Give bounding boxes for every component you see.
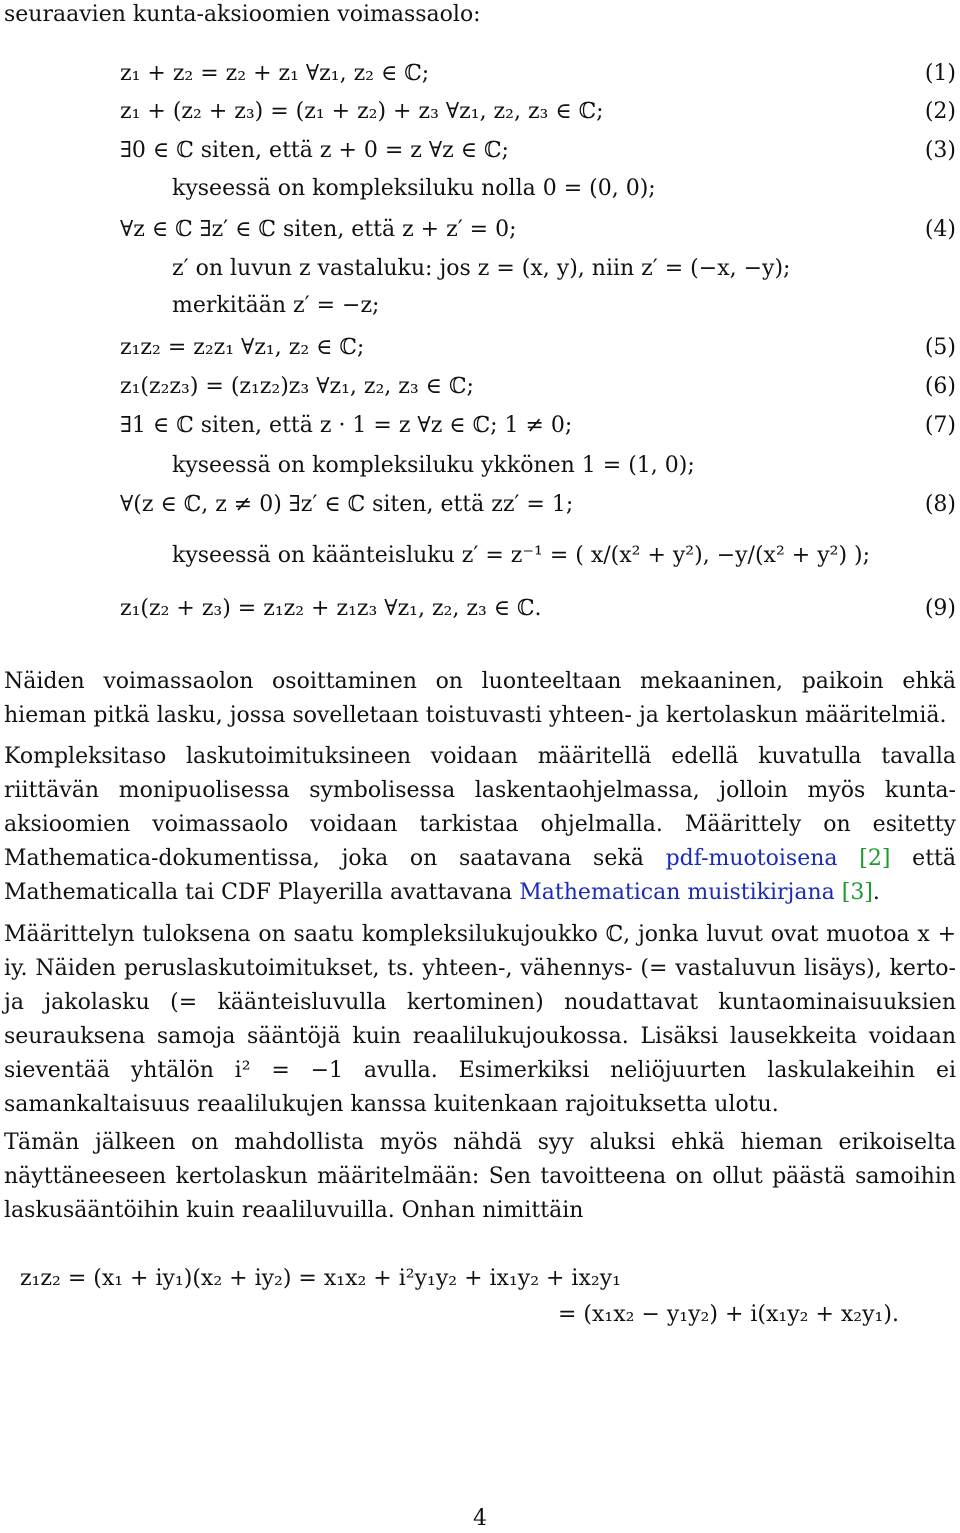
- equation-3: [120, 132, 956, 170]
- equation-number: (8): [924, 492, 956, 517]
- equation-note-zero: [120, 170, 956, 208]
- paragraph-text: Tämän jälkeen on mahdollista myös nähdä syy aluksi ehkä hieman erikoiselta näyttäneeseen kertolaskun määritelmään: Sen tavoitteena on ollut päästä samoihin laskusääntöihin kuin reaaliluvuilla. Onhan nimittäin: [4, 1130, 956, 1223]
- equation-number: (3): [924, 138, 956, 163]
- equation-number: (6): [924, 374, 956, 399]
- equation-2: [120, 93, 956, 131]
- equation-5: [120, 329, 956, 367]
- equation-math: z₁ + z₂ = z₂ + z₁ ∀z₁, z₂ ∈ ℂ;: [120, 61, 430, 86]
- paragraph-3: [4, 918, 956, 1122]
- equation-math: kyseessä on kompleksiluku ykkönen 1 = (1, 0);: [172, 453, 695, 478]
- paragraph-text: Näiden voimassaolon osoittaminen on luonteeltaan mekaaninen, paikoin ehkä hieman pitkä lasku, jossa sovelletaan toistuvasti yhteen- ja kertolaskun määritelmiä.: [4, 669, 956, 728]
- equation-8: [120, 486, 956, 524]
- paragraph-1: [4, 665, 956, 733]
- pdf-link[interactable]: pdf-muotoisena: [665, 846, 838, 871]
- notebook-link[interactable]: Mathematican muistikirjana: [519, 880, 835, 905]
- equation-math: merkitään z′ = −z;: [172, 293, 380, 318]
- page-number: 4: [473, 1506, 487, 1531]
- paragraph-text: että Mathematicalla tai CDF Playerilla avattavana: [4, 846, 956, 905]
- equation-math: ∃1 ∈ ℂ siten, että z · 1 = z ∀z ∈ ℂ; 1 ≠ 0;: [120, 413, 573, 438]
- equation-note-inverse: [120, 537, 956, 575]
- paragraph-text: Kompleksitaso laskutoimituksineen voidaan määritellä edellä kuvatulla tavalla riittävän monipuolisessa symbolisessa laskentaohjelmassa, jolloin myös kunta-aksioomien voimassaolo voidaan tarkistaa ohjelmalla. Määrittely on esitetty Mathematica-dokumentissa, joka on saatavana sekä: [4, 744, 956, 871]
- equation-math: z′ on luvun z vastaluku: jos z = (x, y), niin z′ = (−x, −y);: [172, 256, 791, 281]
- equation-math: ∀z ∈ ℂ ∃z′ ∈ ℂ siten, että z + z′ = 0;: [120, 217, 517, 242]
- equation-number: (9): [924, 596, 956, 621]
- paragraph-2: [4, 740, 956, 910]
- paragraph-4: [4, 1126, 956, 1228]
- final-equation-line-2: = (x₁x₂ − y₁y₂) + i(x₁y₂ + x₂y₁).: [558, 1302, 899, 1327]
- equation-math: z₁(z₂ + z₃) = z₁z₂ + z₁z₃ ∀z₁, z₂, z₃ ∈ ℂ.: [120, 596, 542, 621]
- equation-math: z₁z₂ = z₂z₁ ∀z₁, z₂ ∈ ℂ;: [120, 335, 365, 360]
- equation-1: [120, 55, 956, 93]
- final-equation-line-1: z₁z₂ = (x₁ + iy₁)(x₂ + iy₂) = x₁x₂ + i²y₁y₂ + ix₁y₂ + ix₂y₁: [20, 1266, 621, 1291]
- equation-9: [120, 590, 956, 628]
- citation-link-2[interactable]: [2]: [859, 846, 891, 871]
- equation-math: kyseessä on kompleksiluku nolla 0 = (0, 0);: [172, 176, 656, 201]
- equation-math: ∀(z ∈ ℂ, z ≠ 0) ∃z′ ∈ ℂ siten, että zz′ = 1;: [120, 492, 574, 517]
- equation-note-negative: [120, 250, 956, 288]
- equation-note-notation: [120, 287, 956, 325]
- equation-math: kyseessä on käänteisluku z′ = z⁻¹ = ( x/(x² + y²), −y/(x² + y²) );: [172, 543, 871, 568]
- equation-number: (4): [924, 217, 956, 242]
- equation-7: [120, 407, 956, 445]
- equation-4: [120, 211, 956, 249]
- equation-number: (5): [924, 335, 956, 360]
- intro-text: seuraavien kunta-aksioomien voimassaolo:: [4, 2, 481, 27]
- equation-6: [120, 368, 956, 406]
- equation-math: z₁ + (z₂ + z₃) = (z₁ + z₂) + z₃ ∀z₁, z₂, z₃ ∈ ℂ;: [120, 99, 604, 124]
- equation-number: (7): [924, 413, 956, 438]
- equation-number: (1): [924, 61, 956, 86]
- equation-number: (2): [924, 99, 956, 124]
- equation-math: z₁(z₂z₃) = (z₁z₂)z₃ ∀z₁, z₂, z₃ ∈ ℂ;: [120, 374, 474, 399]
- paragraph-text: Määrittelyn tuloksena on saatu kompleksilukujoukko ℂ, jonka luvut ovat muotoa x + iy. Näiden peruslaskutoimitukset, ts. yhteen-, vähennys- (= vastaluvun lisäys), kerto- ja jakolasku (= käänteisluvulla kertominen) noudattavat kuntaominaisuuksien seurauksena samoja sääntöjä kuin reaalilukujoukossa. Lisäksi lausekkeita voidaan sieventää yhtälön i² = −1 avulla. Esimerkiksi neliöjuurten laskulakeihin ei samankaltaisuus reaalilukujen kanssa kuitenkaan rajoituksetta ulotu.: [4, 922, 956, 1117]
- equation-note-one: [120, 447, 956, 485]
- equation-math: ∃0 ∈ ℂ siten, että z + 0 = z ∀z ∈ ℂ;: [120, 138, 509, 163]
- citation-link-3[interactable]: [3]: [841, 880, 873, 905]
- paragraph-text: .: [872, 880, 880, 905]
